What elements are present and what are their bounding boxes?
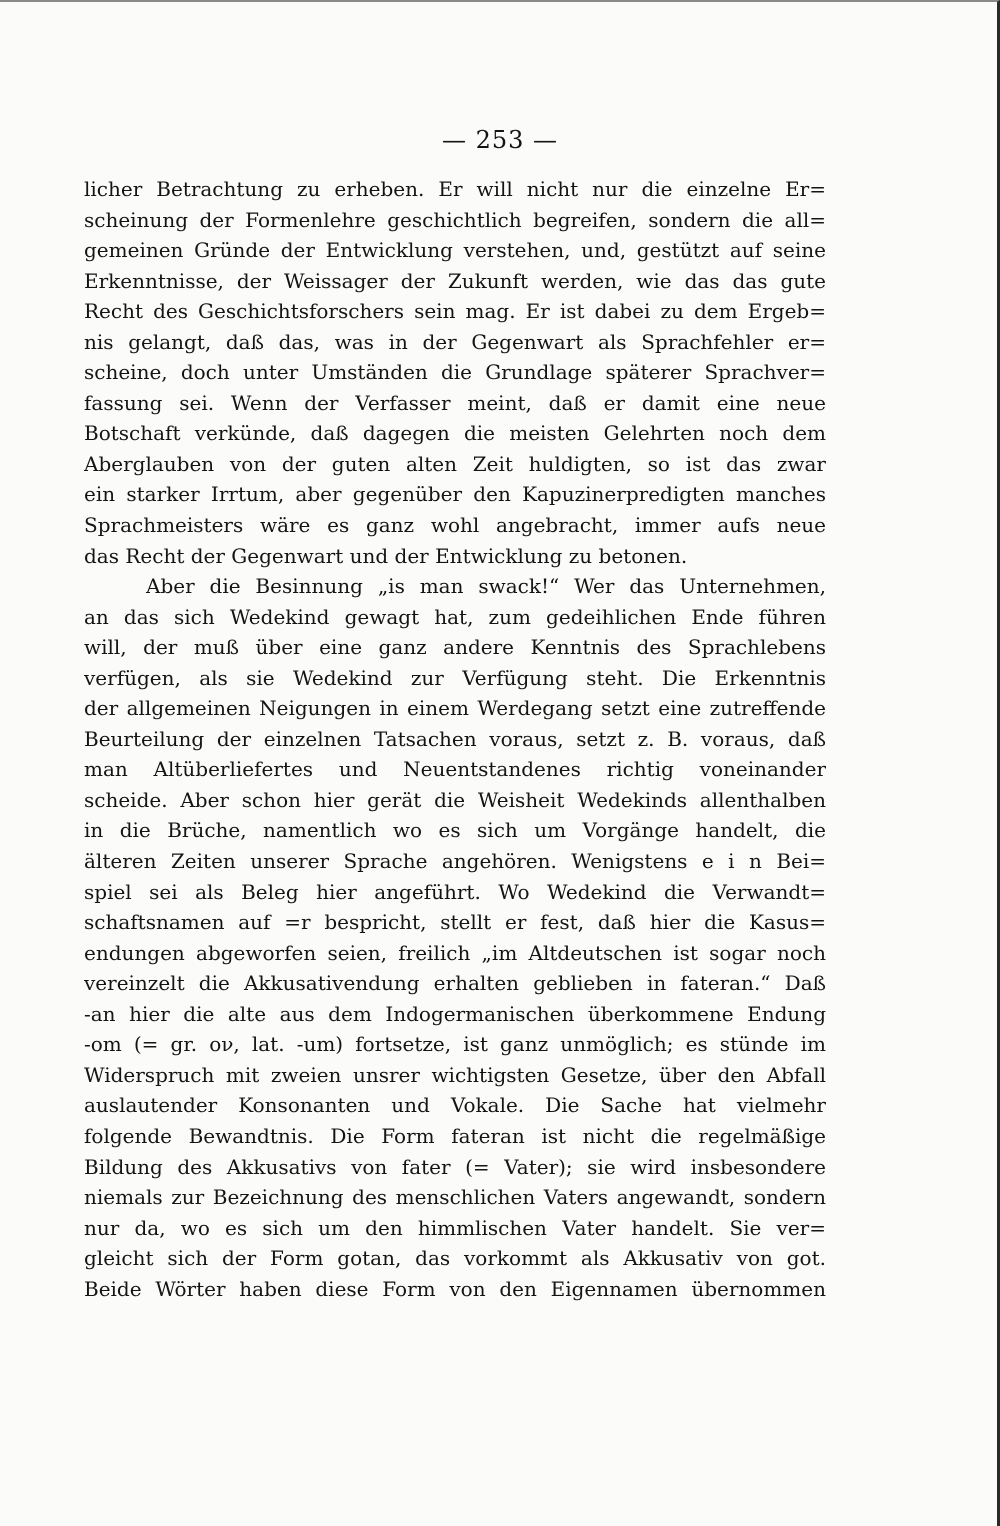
text-line: nis gelangt, daß das, was in der Gegenwart als Sprachfehler er= [84, 329, 826, 354]
text-line: vereinzelt die Akkusativendung erhalten geblieben in fateran.“ Daß [84, 971, 826, 996]
text-line: spiel sei als Beleg hier angeführt. Wo Wedekind die Verwandt= [84, 879, 826, 904]
text-line: Erkenntnisse, der Weissager der Zukunft werden, wie das das gute [84, 268, 826, 293]
text-line: scheinung der Formenlehre geschichtlich begreifen, sondern die all= [84, 207, 826, 232]
text-line: der allgemeinen Neigungen in einem Werdegang setzt eine zutreffende [84, 696, 826, 721]
text-line: -an hier die alte aus dem Indogermanischen überkommene Endung [84, 1001, 826, 1026]
text-line: man Altüberliefertes und Neuentstandenes richtig voneinander [84, 757, 826, 782]
text-line: ein starker Irrtum, aber gegenüber den Kapuzinerpredigten manches [84, 482, 826, 507]
text-line: folgende Bewandtnis. Die Form fateran ist nicht die regelmäßige [84, 1123, 826, 1148]
text-line: licher Betrachtung zu erheben. Er will nicht nur die einzelne Er= [84, 177, 826, 201]
text-line: niemals zur Bezeichnung des menschlichen Vaters angewandt, sondern [84, 1185, 826, 1210]
text-line: Beide Wörter haben diese Form von den Eigennamen übernommen [84, 1276, 826, 1301]
text-line: scheide. Aber schon hier gerät die Weisheit Wedekinds allenthalben [84, 787, 826, 812]
page-number: — 253 — [441, 126, 559, 154]
text-line: will, der muß über eine ganz andere Kenntnis des Sprachlebens [84, 635, 826, 660]
body-text [84, 174, 826, 1304]
text-line: verfügen, als sie Wedekind zur Verfügung steht. Die Erkenntnis [84, 665, 826, 690]
text-line: gleicht sich der Form gotan, das vorkommt als Akkusativ von got. [84, 1246, 826, 1271]
text-line: fassung sei. Wenn der Verfasser meint, daß er damit eine neue [84, 390, 826, 415]
text-line: -om (= gr. ον, lat. -um) fortsetze, ist ganz unmöglich; es stünde im [84, 1032, 826, 1057]
text-line: scheine, doch unter Umständen die Grundlage späterer Sprachver= [84, 360, 826, 385]
text-line: älteren Zeiten unserer Sprache angehören. Wenigstens e i n Bei= [84, 849, 826, 874]
text-line: in die Brüche, namentlich wo es sich um Vorgänge handelt, die [84, 818, 826, 843]
text-line: Beurteilung der einzelnen Tatsachen voraus, setzt z. B. voraus, daß [84, 726, 826, 751]
text-line: Recht des Geschichtsforschers sein mag. Er ist dabei zu dem Ergeb= [84, 299, 826, 324]
text-line: Aberglauben von der guten alten Zeit huldigten, so ist das zwar [84, 451, 826, 476]
text-line: an das sich Wedekind gewagt hat, zum gedeihlichen Ende führen [84, 604, 826, 629]
text-line: gemeinen Gründe der Entwicklung verstehen, und, gestützt auf seine [84, 238, 826, 263]
text-line: Widerspruch mit zweien unsrer wichtigsten Gesetze, über den Abfall [84, 1062, 826, 1087]
text-line: Aber die Besinnung „is man swack!“ Wer das Unternehmen, [146, 574, 826, 599]
text-line: Bildung des Akkusativs von fater (= Vater); sie wird insbesondere [84, 1154, 826, 1179]
text-line: Botschaft verkünde, daß dagegen die meisten Gelehrten noch dem [84, 421, 826, 446]
text-line: Sprachmeisters wäre es ganz wohl angebracht, immer aufs neue [84, 513, 826, 538]
text-line: auslautender Konsonanten und Vokale. Die Sache hat vielmehr [84, 1093, 826, 1118]
text-line: nur da, wo es sich um den himmlischen Vater handelt. Sie ver= [84, 1215, 826, 1240]
text-line: schaftsnamen auf =r bespricht, stellt er fest, daß hier die Kasus= [84, 910, 826, 935]
text-line: endungen abgeworfen seien, freilich „im Altdeutschen ist sogar noch [84, 940, 826, 965]
text-line: das Recht der Gegenwart und der Entwicklung zu betonen. [84, 543, 688, 568]
